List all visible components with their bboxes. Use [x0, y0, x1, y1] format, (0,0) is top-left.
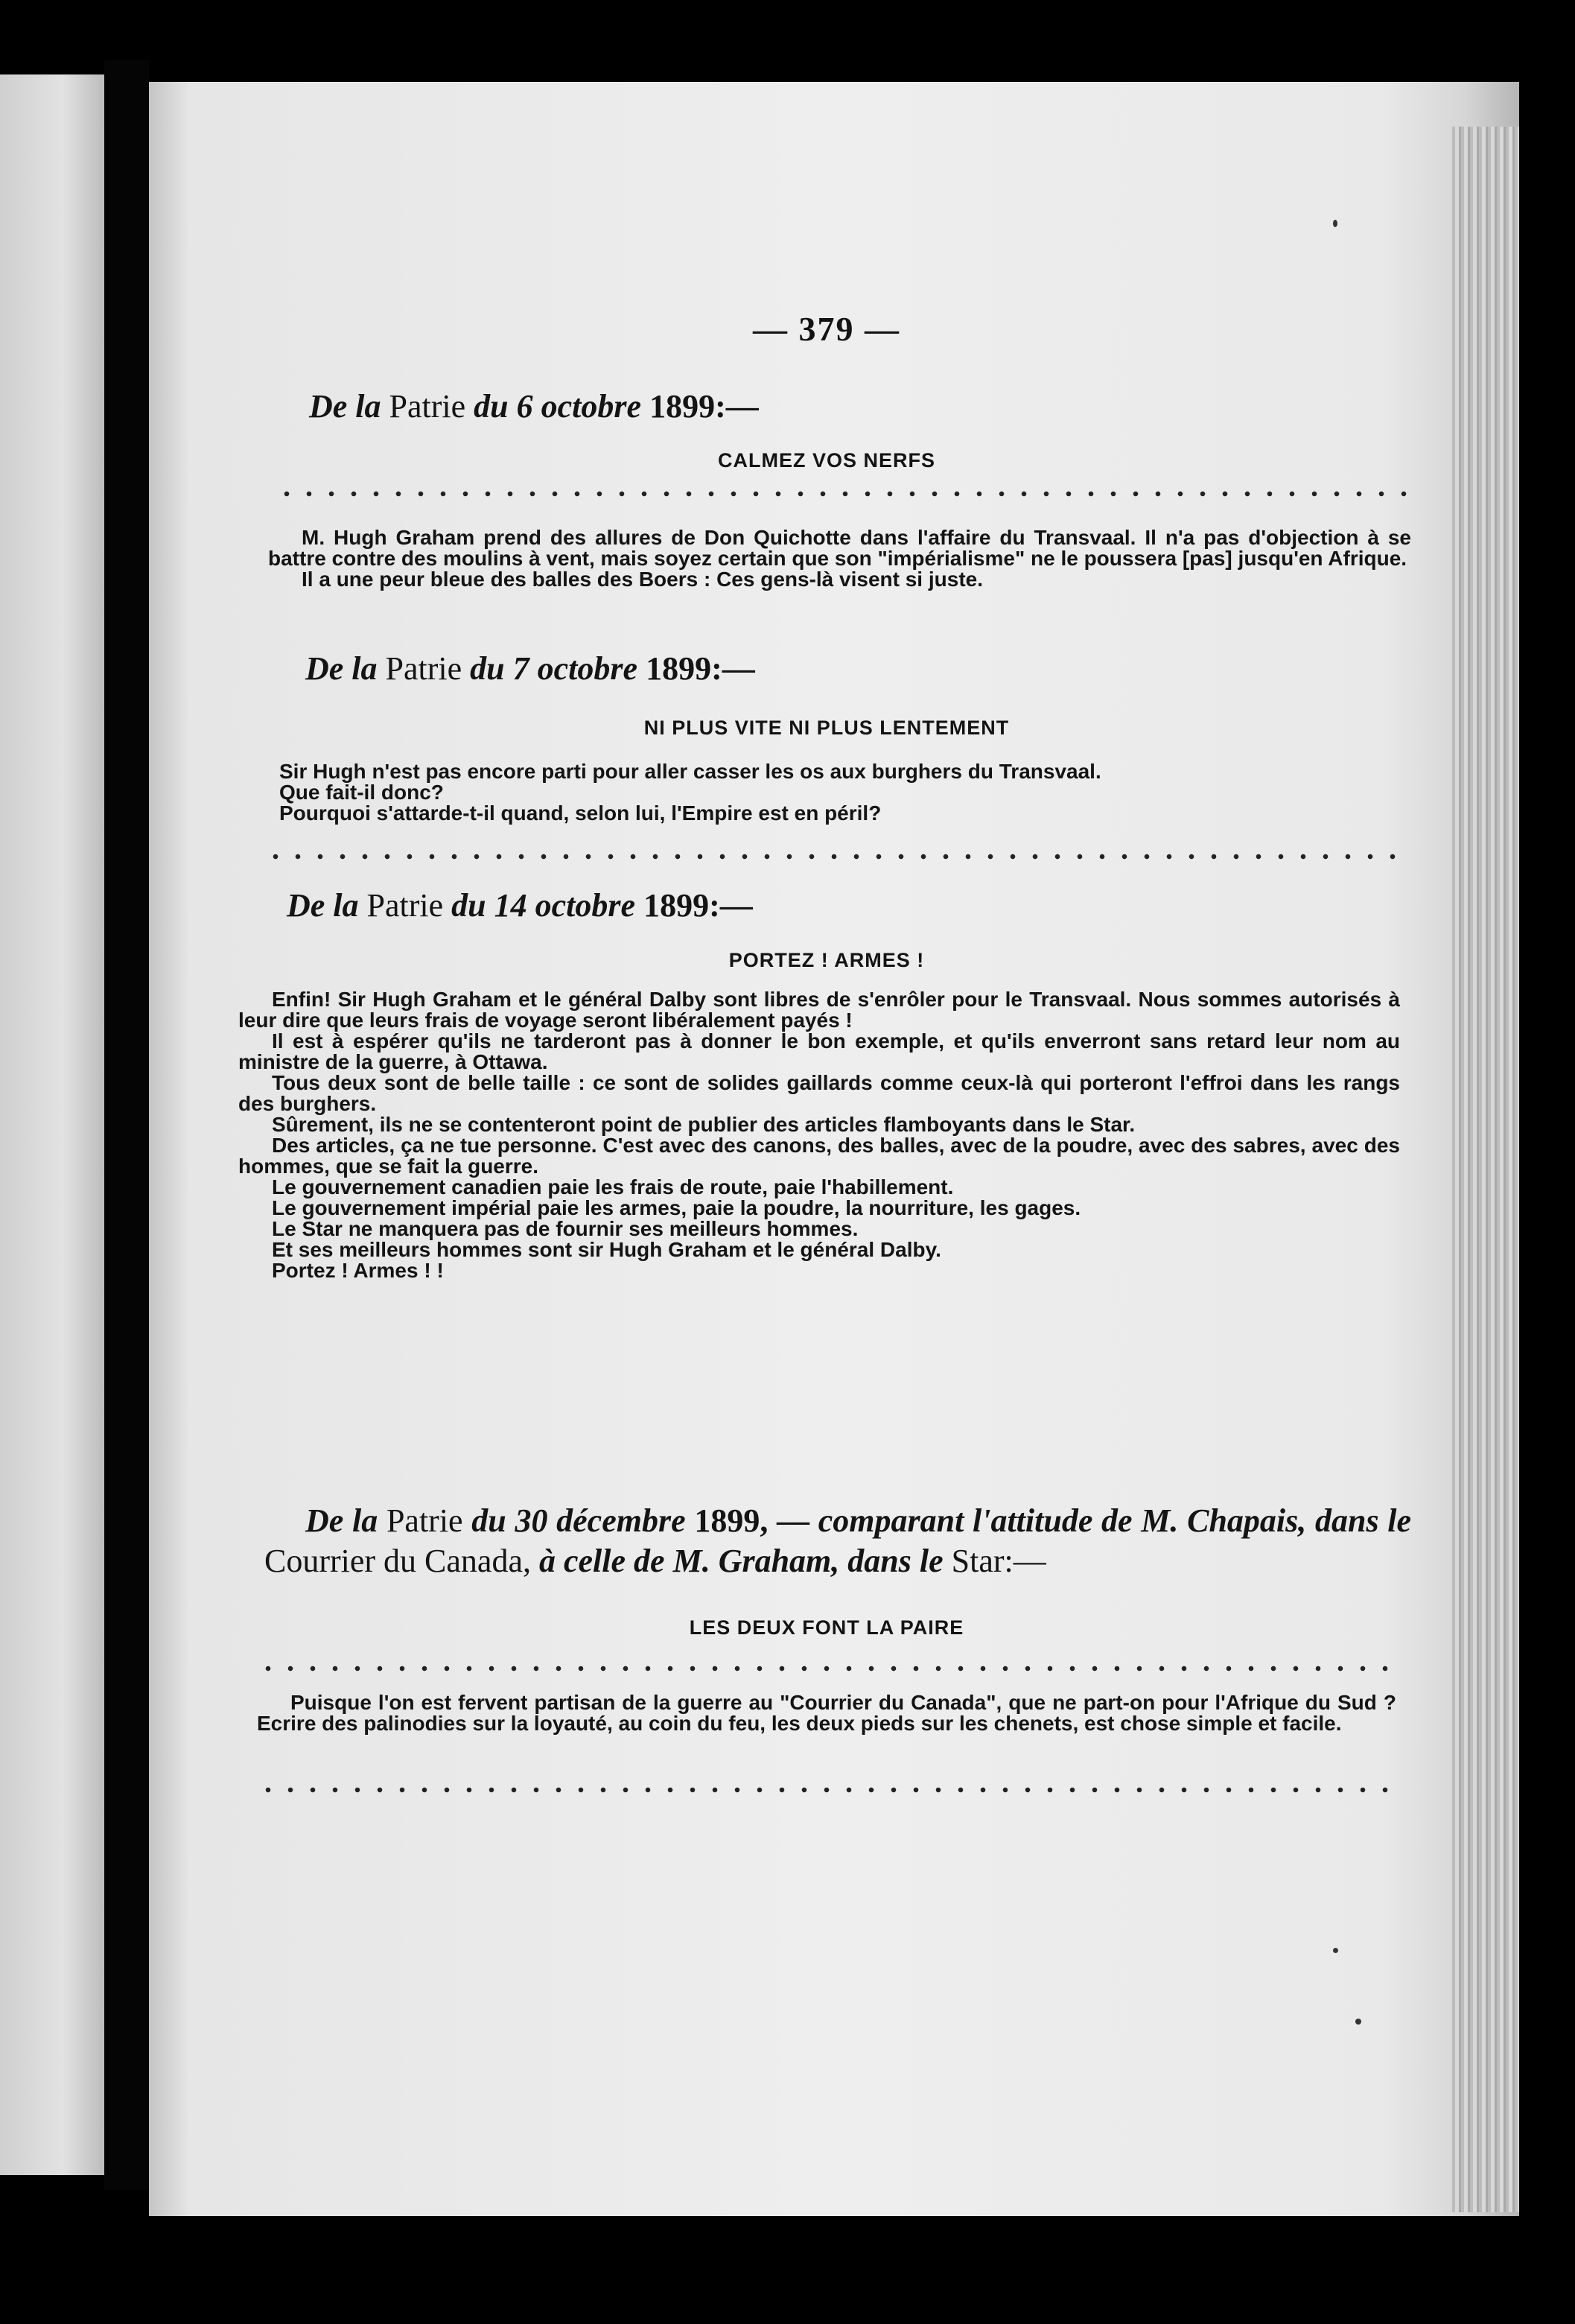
source-year: 1899:— [649, 388, 759, 425]
source-prefix: De la [309, 388, 381, 425]
book-gutter [104, 60, 149, 2190]
source-paper: Patrie [366, 887, 444, 924]
source-year: 1899:— [646, 650, 755, 687]
ellipsis-divider [257, 1665, 1393, 1672]
paragraph: Sir Hugh n'est pas encore parti pour aller casser les os aux burghers du Transvaal. [279, 760, 1101, 783]
paragraph: Pourquoi s'attarde-t-il quand, selon lui, l'Empire est en péril? [279, 801, 882, 825]
source-du: du [474, 388, 509, 425]
paragraph: Et ses meilleurs hommes sont sir Hugh Graham et le général Dalby. [272, 1238, 941, 1261]
source-prefix: De la [305, 1502, 378, 1539]
source-paper: Patrie [386, 1502, 463, 1539]
source-paper-3: Star:— [951, 1543, 1046, 1579]
paragraph: Puisque l'on est fervent partisan de la guerre au "Courrier du Canada", que ne part-on pour l'Afrique du Sud ? Ecrire des palinodies sur la loyauté, au coin du feu, les deux pieds sur les chenets, est chose simple et facile. [257, 1691, 1396, 1735]
section-2-body [279, 761, 1411, 824]
section-3-heading: PORTEZ ! ARMES ! [728, 949, 925, 971]
paragraph: Le gouvernement impérial paie les armes, paie la poudre, la nourriture, les gages. [272, 1196, 1081, 1219]
paragraph: Il a une peur bleue des balles des Boers : Ces gens-là visent si juste. [302, 568, 983, 591]
source-date: 14 octobre [494, 887, 636, 924]
source-year: 1899:— [643, 887, 753, 924]
source-comment-2: à celle de M. Graham, dans le [539, 1543, 944, 1579]
section-4-heading: LES DEUX FONT LA PAIRE [689, 1616, 964, 1639]
paragraph: Portez ! Armes ! ! [272, 1259, 444, 1282]
paragraph: Il est à espérer qu'ils ne tarderont pas à donner le bon exemple, et qu'ils enverront sans retard leur nom au ministre de la guerre, à Ottawa. [238, 1029, 1400, 1073]
ellipsis-divider [276, 490, 1407, 498]
paragraph: Le gouvernement canadien paie les frais de route, paie l'habillement. [272, 1175, 954, 1198]
section-4-source [264, 1501, 1411, 1581]
source-comment: comparant l'attitude de M. Chapais, dans le [818, 1502, 1412, 1539]
section-3-source [287, 886, 753, 924]
paragraph: Sûrement, ils ne se contenteront point de publier des articles flamboyants dans le Star. [272, 1113, 1136, 1136]
source-year: 1899, — [694, 1502, 810, 1539]
source-date: 7 octobre [512, 650, 638, 687]
scan-speck [1333, 220, 1337, 227]
section-1-body [268, 527, 1411, 590]
section-1-heading: CALMEZ VOS NERFS [717, 449, 935, 472]
paragraph: Tous deux sont de belle taille : ce sont de solides gaillards comme ceux-là qui porteront l'effroi dans les rangs des burghers. [238, 1071, 1400, 1115]
source-paper: Patrie [385, 650, 462, 687]
scan-speck [1333, 1948, 1338, 1953]
scan-speck [1355, 2019, 1361, 2025]
facing-page-edge [0, 74, 104, 2175]
section-4-body [257, 1692, 1396, 1734]
paragraph: Enfin! Sir Hugh Graham et le général Dalby sont libres de s'enrôler pour le Transvaal. Nous sommes autorisés à leur dire que leurs frais de voyage seront libéralement payés ! [238, 988, 1400, 1032]
source-du: du [470, 650, 505, 687]
section-2-heading: NI PLUS VITE NI PLUS LENTEMENT [643, 717, 1010, 739]
ellipsis-divider [264, 853, 1407, 860]
source-date: du 30 décembre [471, 1502, 686, 1539]
section-1-source [309, 387, 759, 425]
page-number: — 379 — [753, 310, 900, 348]
source-paper-2: Courrier du Canada, [264, 1543, 531, 1579]
page-content [238, 82, 1415, 2216]
document-page [149, 82, 1519, 2216]
page-stack-edge [1452, 127, 1519, 2212]
source-prefix: De la [305, 650, 378, 687]
paragraph: Des articles, ça ne tue personne. C'est avec des canons, des balles, avec de la poudre, avec des sabres, avec des hommes, que se fait la guerre. [238, 1134, 1400, 1178]
section-3-body [238, 989, 1400, 1281]
source-du: du [451, 887, 486, 924]
source-prefix: De la [287, 887, 359, 924]
source-paper: Patrie [389, 388, 466, 425]
ellipsis-divider [257, 1786, 1393, 1794]
paragraph: Que fait-il donc? [279, 781, 444, 804]
source-date: 6 octobre [516, 388, 642, 425]
paragraph: Le Star ne manquera pas de fournir ses meilleurs hommes. [272, 1217, 859, 1240]
paragraph: M. Hugh Graham prend des allures de Don Quichotte dans l'affaire du Transvaal. Il n'a pas d'objection à se battre contre des moulins à vent, mais soyez certain que son "impérialisme" ne le poussera [pas] jusqu'en Afrique. [268, 526, 1411, 570]
section-2-source [305, 650, 755, 688]
